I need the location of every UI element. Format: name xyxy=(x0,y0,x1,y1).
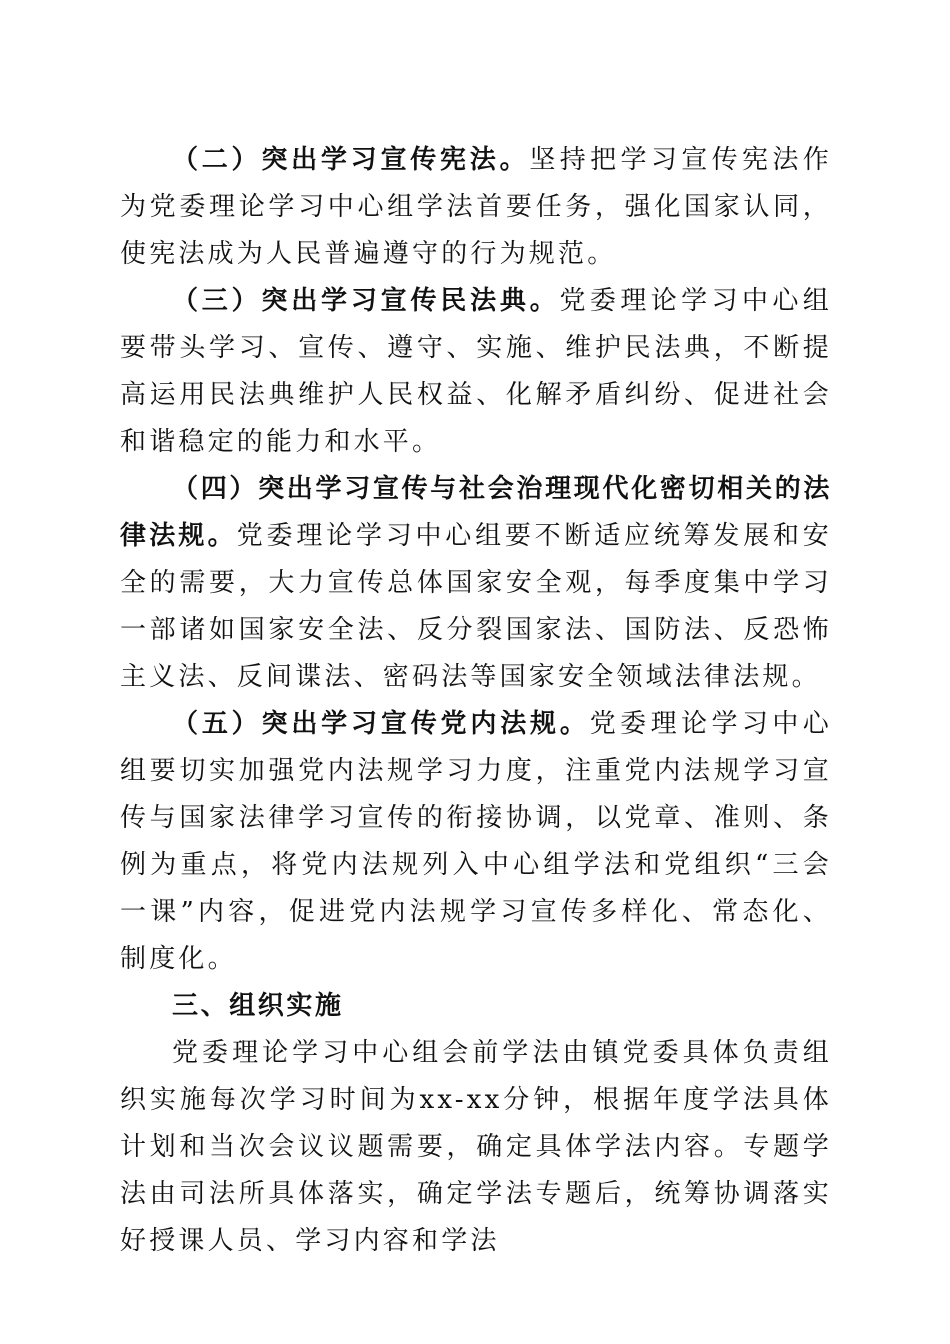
paragraph-body: 党委理论学习中心组要切实加强党内法规学习力度，注重党内法规学习宣传与国家法律学习宣传的衔接协调，以党章、准则、条例为重点，将党内法规列入中心组学法和党组织“三会一课”内容，促进党内法规学习宣传多样化、常态化、制度化。 xyxy=(120,709,832,974)
paragraph-implementation: 党委理论学习中心组会前学法由镇党委具体负责组织实施每次学习时间为xx-xx分钟，根据年度学法具体计划和当次会议议题需要，确定具体学法内容。专题学法由司法所具体落实，确定学法专题后，统筹协调落实好授课人员、学习内容和学法 xyxy=(120,1038,832,1256)
paragraph-body: 党委理论学习中心组要不断适应统筹发展和安全的需要，大力宣传总体国家安全观，每季度集中学习一部诸如国家安全法、反分裂国家法、国防法、反恐怖主义法、反间谍法、密码法等国家安全领域法律法规。 xyxy=(120,521,832,692)
paragraph-body: 党委理论学习中心组要带头学习、宣传、遵守、实施、维护民法典，不断提高运用民法典维护人民权益、化解矛盾纠纷、促进社会和谐稳定的能力和水平。 xyxy=(120,286,832,457)
paragraph-lead: （四）突出学习宣传与社会治理现代化密切相关的法律法规。 xyxy=(120,474,832,551)
paragraph-party-regulations xyxy=(120,701,832,983)
paragraph-civil-code xyxy=(120,278,832,466)
section-heading: 三、组织实施 xyxy=(172,991,344,1021)
paragraph-body: 坚持把学习宣传宪法作为党委理论学习中心组学法首要任务，强化国家认同，使宪法成为人民普遍遵守的行为规范。 xyxy=(120,145,832,269)
document-page xyxy=(120,137,832,1265)
paragraph-social-governance-laws xyxy=(120,466,832,701)
paragraph-lead: （五）突出学习宣传党内法规。 xyxy=(172,709,590,739)
paragraph-lead: （三）突出学习宣传民法典。 xyxy=(172,286,560,316)
paragraph-lead: （二）突出学习宣传宪法。 xyxy=(172,145,530,175)
paragraph-constitution xyxy=(120,137,832,278)
